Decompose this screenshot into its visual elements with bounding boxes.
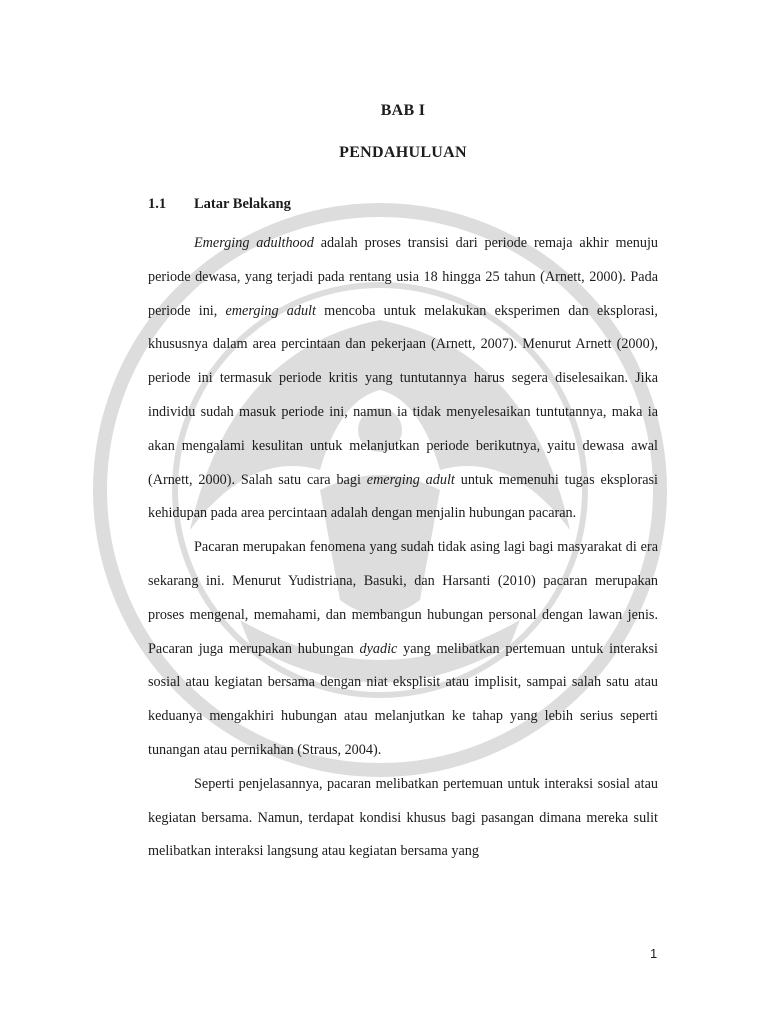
- body-paragraph: [148, 768, 658, 869]
- section-heading: [148, 196, 291, 213]
- italic-term: dyadic: [359, 640, 398, 657]
- body-paragraph: [148, 227, 658, 531]
- chapter-title: PENDAHULUAN: [339, 144, 467, 161]
- text-run: untuk memenuhi tugas eksplorasi kehidupan pada area percintaan adalah dengan menjalin hubungan pacaran.: [148, 471, 658, 522]
- body-text: [148, 227, 658, 869]
- chapter-number: BAB I: [380, 102, 426, 119]
- section-number: 1.1: [148, 196, 167, 212]
- text-run: Pacaran merupakan fenomena yang sudah tidak asing lagi bagi masyarakat di era sekarang ini. Menurut Yudistriana, Basuki, dan Harsanti (2010) pacaran merupakan proses mengenal, memahami, dan membangun hubungan personal dengan lawan jenis. Pacaran juga merupakan hubungan: [148, 539, 658, 657]
- text-run: mencoba untuk melakukan eksperimen dan eksplorasi, khususnya dalam area percintaan dan pekerjaan (Arnett, 2007). Menurut Arnett (2000), periode ini termasuk periode kritis yang tuntutannya harus segera diselesaikan. Jika individu sudah masuk periode ini, namun ia tidak menyelesaikan tuntutannya, maka ia akan mengalami kesulitan untuk melanjutkan periode berikutnya, yaitu dewasa awal (Arnett, 2000). Salah satu cara bagi: [148, 302, 658, 488]
- italic-term: emerging adult: [366, 471, 455, 488]
- italic-term: emerging adult: [225, 302, 316, 319]
- text-run: yang melibatkan pertemuan untuk interaksi sosial atau kegiatan bersama dengan niat eksplisit atau implisit, sampai salah satu atau keduanya mengakhiri hubungan atau melanjutkan ke tahap yang lebih serius seperti tunangan atau pernikahan (Straus, 2004).: [148, 640, 659, 758]
- text-run: adalah proses transisi dari periode remaja akhir menuju periode dewasa, yang terjadi pada rentang usia 18 hingga 25 tahun (Arnett, 2000). Pada periode ini,: [148, 235, 658, 319]
- section-title: Latar Belakang: [194, 196, 291, 212]
- body-paragraph: [148, 531, 658, 768]
- text-run: Seperti penjelasannya, pacaran melibatkan pertemuan untuk interaksi sosial atau kegiatan bersama. Namun, terdapat kondisi khusus bagi pasangan dimana mereka sulit melibatkan interaksi langsung atau kegiatan bersama yang: [148, 775, 658, 860]
- italic-term: Emerging adulthood: [194, 235, 314, 251]
- page-number: 1: [650, 946, 658, 961]
